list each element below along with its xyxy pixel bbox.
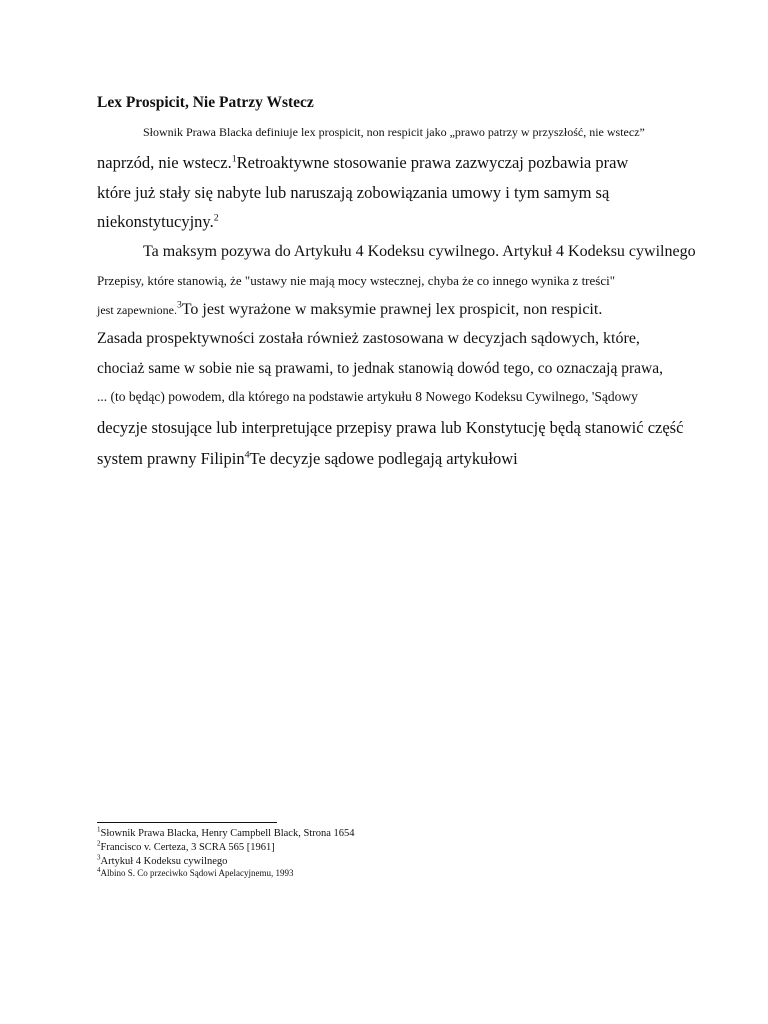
footnote bbox=[97, 839, 275, 854]
body-line bbox=[97, 299, 603, 318]
footnote-text: Albino S. Co przeciwko Sądowi Apelacyjnemu, 1993 bbox=[100, 868, 294, 878]
body-text: Retroaktywne stosowanie prawa zazwyczaj pozbawia praw bbox=[236, 153, 629, 172]
body-line bbox=[97, 185, 609, 202]
footnote bbox=[97, 853, 228, 868]
body-text: Przepisy, które stanowią, że "ustawy nie mają mocy wstecznej, chyba że co innego wynika z treści" bbox=[97, 273, 616, 288]
footnote-text: Francisco v. Certeza, 3 SCRA 565 [1961] bbox=[100, 842, 275, 853]
body-text: Te decyzje sądowe podlegają artykułowi bbox=[249, 449, 518, 468]
body-line bbox=[143, 244, 696, 260]
footnote-mark: 3 bbox=[97, 853, 101, 862]
footnote-text: Artykuł 4 Kodeksu cywilnego bbox=[100, 856, 228, 867]
footnote bbox=[97, 825, 355, 840]
body-text: niekonstytucyjny. bbox=[97, 212, 214, 231]
body-text: naprzód, nie wstecz. bbox=[97, 153, 232, 172]
body-text: ... (to będąc) powodem, dla którego na podstawie artykułu 8 Nowego Kodeksu Cywilnego, 'Sądowy bbox=[97, 389, 638, 404]
footnote-ref: 4 bbox=[244, 449, 250, 461]
body-text: które już stały się nabyte lub naruszają zobowiązania umowy i tym samym są bbox=[97, 183, 610, 202]
body-text: Zasada prospektywności została również zastosowana w decyzjach sądowych, które, bbox=[97, 330, 640, 347]
body-text: jest zapewnione. bbox=[97, 303, 177, 317]
footnote-text: Słownik Prawa Blacka, Henry Campbell Black, Strona 1654 bbox=[100, 828, 355, 839]
body-line bbox=[97, 420, 683, 437]
body-text: Ta maksym pozywa do Artykułu 4 Kodeksu cywilnego. Artykuł 4 Kodeksu cywilnego bbox=[143, 243, 696, 260]
footnote-ref: 2 bbox=[213, 212, 219, 224]
footnote-ref: 1 bbox=[231, 153, 237, 165]
body-line bbox=[97, 214, 219, 231]
body-text: decyzje stosujące lub interpretujące przepisy prawa lub Konstytucję będą stanowić część bbox=[97, 418, 684, 437]
footnote-mark: 1 bbox=[97, 825, 101, 834]
footnote-mark: 2 bbox=[97, 839, 101, 848]
body-text: To jest wyrażone w maksymie prawnej lex prospicit, non respicit. bbox=[181, 301, 603, 318]
footnote-separator bbox=[97, 822, 277, 823]
footnote-ref: 3 bbox=[176, 299, 182, 311]
body-line bbox=[143, 126, 645, 138]
body-line bbox=[97, 361, 663, 377]
body-text: system prawny Filipin bbox=[97, 449, 245, 468]
body-text: chociaż same w sobie nie są prawami, to jednak stanowią dowód tego, co oznaczają prawa, bbox=[97, 360, 663, 377]
body-line bbox=[97, 155, 628, 172]
footnote bbox=[97, 866, 294, 878]
body-line bbox=[97, 274, 615, 287]
footnote-mark: 4 bbox=[97, 866, 101, 874]
body-line bbox=[97, 451, 518, 468]
document-title: Lex Prospicit, Nie Patrzy Wstecz bbox=[97, 94, 314, 111]
body-line bbox=[97, 331, 640, 347]
body-line bbox=[97, 390, 638, 404]
body-text: Słownik Prawa Blacka definiuje lex prospicit, non respicit jako „prawo patrzy w przyszłość, nie wstecz” bbox=[143, 125, 645, 139]
